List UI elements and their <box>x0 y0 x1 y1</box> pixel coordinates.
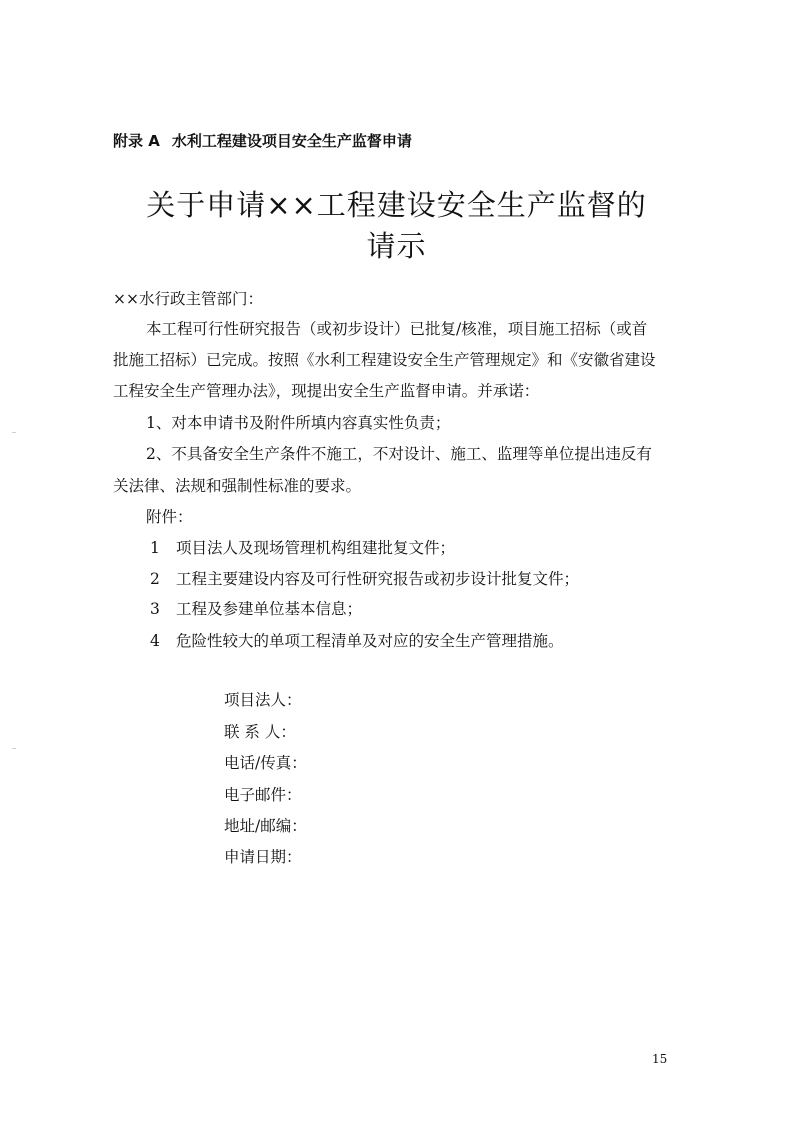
page-number: 15 <box>652 1052 668 1066</box>
attachment-item <box>150 631 564 651</box>
scan-margin-mark <box>12 748 16 749</box>
signature-legal-person: 项目法人： <box>224 691 302 709</box>
signature-email: 电子邮件： <box>224 786 302 804</box>
attachment-text: 工程及参建单位基本信息； <box>176 600 363 618</box>
attachment-item <box>150 599 362 619</box>
attachment-number: 2 <box>150 570 160 588</box>
signature-phone-fax: 电话/传真： <box>224 754 307 772</box>
pledge-item: 2、不具备安全生产条件不施工，不对设计、施工、监理等单位提出违反有 <box>146 445 652 463</box>
attachment-item <box>150 538 455 558</box>
attachment-item <box>150 569 579 589</box>
signature-date: 申请日期： <box>224 848 302 866</box>
signature-address-zip: 地址/邮编： <box>224 817 307 835</box>
attachments-label: 附件： <box>146 508 193 526</box>
appendix-title: 水利工程建设项目安全生产监督申请 <box>171 132 412 150</box>
addressee: ××水行政主管部门： <box>113 290 263 308</box>
document-title-line2: 请示 <box>366 229 427 263</box>
appendix-heading <box>113 130 412 151</box>
body-paragraph-line: 本工程可行性研究报告（或初步设计）已批复/核准，项目施工招标（或首 <box>146 320 648 338</box>
attachment-text: 项目法人及现场管理机构组建批复文件； <box>176 539 456 557</box>
body-paragraph-line: 批施工招标）已完成。按照《水利工程建设安全生产管理规定》和《安徽省建设 <box>113 351 656 369</box>
scan-margin-mark <box>12 432 16 433</box>
signature-contact: 联 系 人： <box>224 723 296 741</box>
attachment-number: 4 <box>150 632 160 650</box>
attachment-text: 危险性较大的单项工程清单及对应的安全生产管理措施。 <box>176 632 564 650</box>
pledge-item: 1、对本申请书及附件所填内容真实性负责； <box>146 414 451 432</box>
pledge-item-continued: 关法律、法规和强制性标准的要求。 <box>113 477 362 495</box>
body-paragraph-line: 工程安全生产管理办法》，现提出安全生产监督申请。并承诺： <box>113 382 540 400</box>
attachment-number: 3 <box>150 600 160 618</box>
appendix-label: 附录 A <box>113 132 160 150</box>
attachment-text: 工程主要建设内容及可行性研究报告或初步设计批复文件； <box>176 570 580 588</box>
document-title-line1: 关于申请××工程建设安全生产监督的 <box>146 188 647 222</box>
attachment-number: 1 <box>150 539 160 557</box>
